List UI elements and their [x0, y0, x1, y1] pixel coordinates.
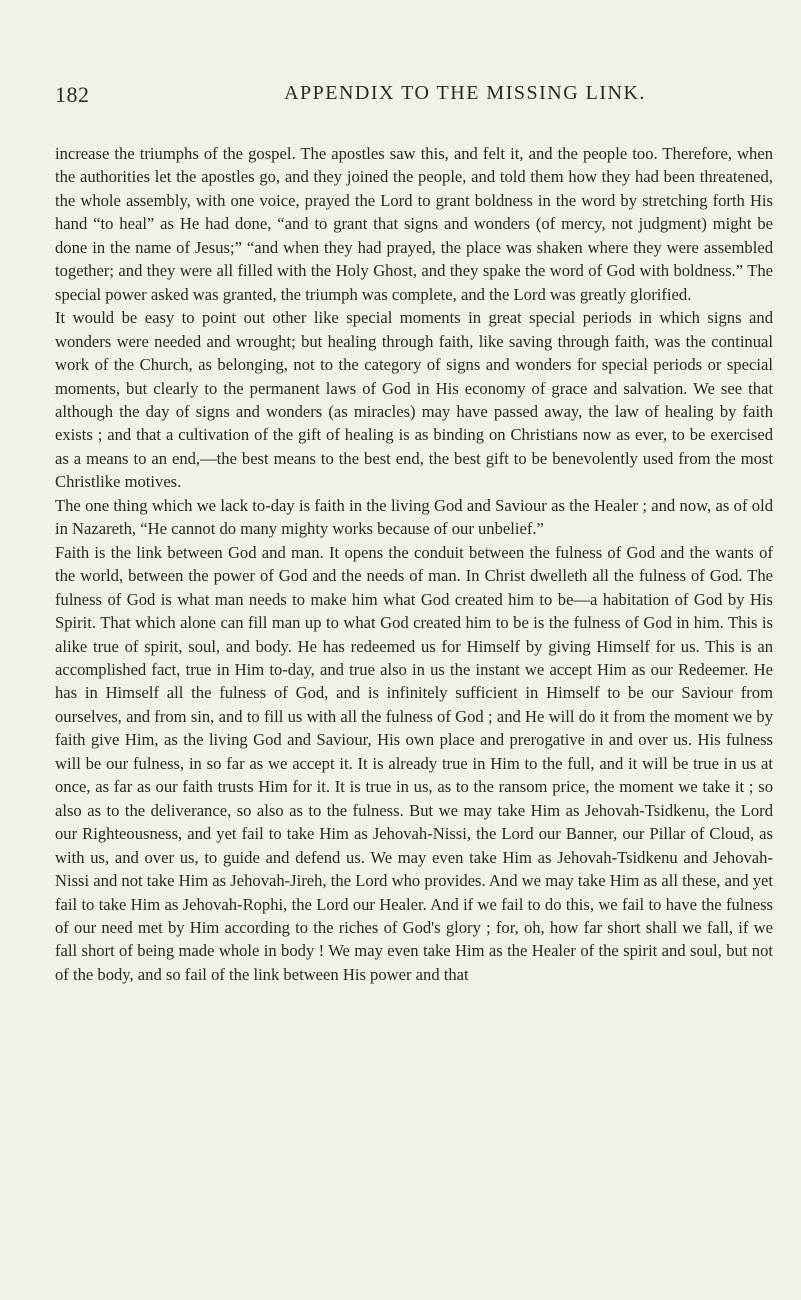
- running-title: APPENDIX TO THE MISSING LINK.: [284, 82, 646, 104]
- page-header: [55, 82, 773, 112]
- paragraph: increase the triumphs of the gospel. The apostles saw this, and felt it, and the people too. Therefore, when the authorities let the apostles go, and they joined the people, and told them how they had been threatened, the whole assembly, with one voice, prayed the Lord to grant boldness in the word by stretching forth His hand “to heal” as He had done, “and to grant that signs and wonders (of mercy, not judgment) might be done in the name of Jesus;” “and when they had prayed, the place was shaken where they were assembled together; and they were all filled with the Holy Ghost, and they spake the word of God with boldness.” The special power asked was granted, the triumph was complete, and the Lord was greatly glorified.: [55, 144, 773, 304]
- paragraph: Faith is the link between God and man. It opens the conduit between the fulness of God and the wants of the world, between the power of God and the needs of man. In Christ dwelleth all the fulness of God. The fulness of God is what man needs to make him what God created him to be—a habitation of God by His Spirit. That which alone can fill man up to what God created him to be is the fulness of God in him. This is alike true of spirit, soul, and body. He has redeemed us for Himself by giving Himself for us. This is an accomplished fact, true in Him to-day, and true also in us the instant we accept Him as our Redeemer. He has in Himself all the fulness of God, and is infinitely sufficient in Himself to be our Saviour from ourselves, and from sin, and to fill us with all the fulness of God ; and He will do it from the moment we by faith give Him, as the living God and Saviour, His own place and prerogative in and over us. His fulness will be our fulness, in so far as we accept it. It is already true in Him to the full, and it will be true in us at once, as far as our faith trusts Him for it. It is true in us, as to the ransom price, the moment we take it ; so also as to the deliverance, so also as to the fulness. But we may take Him as Jehovah-Tsidkenu, the Lord our Righteousness, and yet fail to take Him as Jehovah-Nissi, the Lord our Banner, our Pillar of Cloud, as with us, and over us, to guide and defend us. We may even take Him as Jehovah-Tsidkenu and Jehovah-Nissi and not take Him as Jehovah-Jireh, the Lord who provides. And we may take Him as all these, and yet fail to take Him as Jehovah-Rophi, the Lord our Healer. And if we fail to do this, we fail to have the fulness of our need met by Him according to the riches of God's glory ; for, oh, how far short shall we fall, if we fall short of being made whole in body ! We may even take Him as the Healer of the spirit and soul, but not of the body, and so fail of the link between His power and that: [55, 542, 773, 984]
- body-text: [55, 142, 773, 986]
- paragraph: It would be easy to point out other like special moments in great special periods in which signs and wonders were needed and wrought; but healing through faith, like saving through faith, was the continual work of the Church, as belonging, not to the category of signs and wonders for special periods or special moments, but clearly to the permanent laws of God in His economy of grace and salvation. We see that although the day of signs and wonders (as miracles) may have passed away, the law of healing by faith exists ; and that a cultivation of the gift of healing is as binding on Christians now as ever, to be exercised as a means to an end,—the best means to the best end, the best gift to be benevolently used from the most Christlike motives.: [55, 308, 773, 492]
- page-number: 182: [55, 82, 90, 107]
- paragraph: The one thing which we lack to-day is faith in the living God and Saviour as the Healer ; and now, as of old in Nazareth, “He cannot do many mighty works because of our unbelief.”: [55, 495, 773, 539]
